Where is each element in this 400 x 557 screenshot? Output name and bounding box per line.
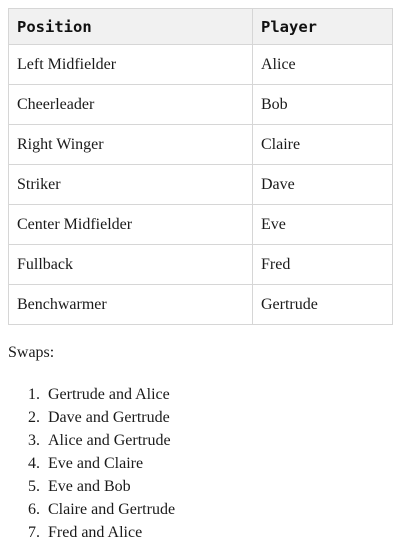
player-cell: Claire: [253, 125, 393, 165]
list-item: [8, 498, 392, 521]
player-cell: Eve: [253, 205, 393, 245]
list-text: Gertrude and Alice: [48, 386, 170, 403]
list-item: [8, 521, 392, 544]
header-player: Player: [253, 9, 393, 45]
player-cell: Dave: [253, 165, 393, 205]
list-text: Eve and Bob: [48, 478, 131, 495]
table-row: [9, 245, 393, 285]
swaps-list: [8, 383, 392, 544]
table-row: [9, 165, 393, 205]
list-item: [8, 406, 392, 429]
list-item: [8, 452, 392, 475]
table-header-row: [9, 9, 393, 45]
player-cell: Bob: [253, 85, 393, 125]
swaps-heading: Swaps:: [8, 344, 55, 361]
list-text: Dave and Gertrude: [48, 409, 170, 426]
list-text: Claire and Gertrude: [48, 501, 176, 518]
list-item: [8, 383, 392, 406]
list-number: 2.: [28, 409, 40, 426]
list-item: [8, 429, 392, 452]
table-row: [9, 125, 393, 165]
player-cell: Alice: [253, 45, 393, 85]
list-number: 4.: [28, 455, 40, 472]
list-number: 6.: [28, 501, 40, 518]
header-position: Position: [9, 9, 253, 45]
table-row: [9, 205, 393, 245]
list-item: [8, 475, 392, 498]
position-player-table: [8, 8, 393, 325]
position-cell: Fullback: [9, 245, 253, 285]
position-cell: Benchwarmer: [9, 285, 253, 325]
table-row: [9, 45, 393, 85]
list-text: Fred and Alice: [48, 524, 143, 541]
list-text: Eve and Claire: [48, 455, 144, 472]
table-row: [9, 285, 393, 325]
document-page: [8, 8, 392, 541]
list-number: 7.: [28, 524, 40, 541]
player-cell: Fred: [253, 245, 393, 285]
list-number: 1.: [28, 386, 40, 403]
position-cell: Striker: [9, 165, 253, 205]
position-cell: Left Midfielder: [9, 45, 253, 85]
position-cell: Cheerleader: [9, 85, 253, 125]
position-cell: Right Winger: [9, 125, 253, 165]
list-text: Alice and Gertrude: [48, 432, 171, 449]
player-cell: Gertrude: [253, 285, 393, 325]
position-cell: Center Midfielder: [9, 205, 253, 245]
list-number: 3.: [28, 432, 40, 449]
table-row: [9, 85, 393, 125]
list-number: 5.: [28, 478, 40, 495]
